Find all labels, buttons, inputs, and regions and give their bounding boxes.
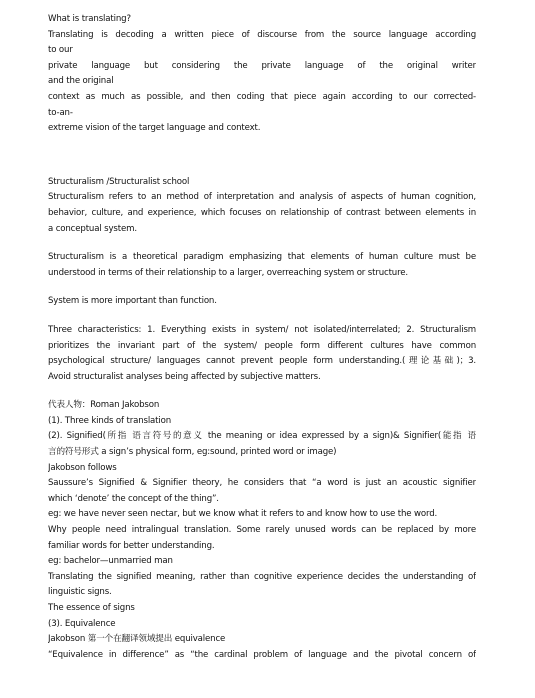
text-line: Avoid structuralist analyses being affected by subjective matters.: [48, 371, 321, 382]
text-line: Jakobson 第一个在翻译领域提出 equivalence: [48, 634, 226, 645]
text-line: System is more important than function.: [48, 296, 217, 307]
text-line: Why people need intralingual translation. Some rarely unused words can be replaced by more: [48, 525, 476, 536]
text-line: Translating the signified meaning, rather than cognitive experience decides the understanding of: [48, 571, 476, 582]
text-line: (1). Three kinds of translation: [48, 415, 172, 426]
text-line: Structuralism refers to an method of interpretation and analysis of aspects of human cognition,: [48, 192, 476, 203]
text-line: extreme vision of the target language and context.: [48, 123, 261, 134]
text-line: What is translating?: [48, 14, 131, 24]
text-line: “Equivalence in difference” as “the cardinal problem of language and the pivotal concern of: [48, 649, 476, 660]
paragraph-gap: [48, 385, 476, 398]
text-line: to our: [48, 45, 73, 56]
text-line: Saussure’s Signified & Signifier theory, he considers that “a word is just an acoustic signifier: [48, 478, 476, 489]
text-line: Structuralism is a theoretical paradigm emphasizing that elements of human culture must be: [48, 252, 476, 263]
text-line: 言的符号形式 a sign’s physical form, eg:sound, printed word or image): [48, 447, 337, 458]
text-line: 代表人物：Roman Jakobson: [48, 400, 160, 411]
text-line: which ‘denote’ the concept of the thing”.: [48, 493, 219, 504]
text-line: context as much as possible, and then coding that piece again according to our corrected-: [48, 91, 476, 102]
text-line: psychological structure/ languages cannot prevent people form understanding.(理论基础)；3.: [48, 356, 476, 367]
paragraph-gap: [48, 310, 476, 323]
text-line: eg: we have never seen nectar, but we know what it refers to and know how to use the word.: [48, 509, 438, 520]
paragraph-gap: [48, 137, 476, 162]
text-line: a conceptual system.: [48, 223, 137, 234]
text-line: The essence of signs: [48, 603, 135, 613]
document-page: [48, 12, 476, 663]
text-line: linguistic signs.: [48, 587, 112, 598]
text-line: private language but considering the private language of the original writer: [48, 60, 476, 71]
text-line: familiar words for better understanding.: [48, 540, 215, 551]
paragraph-gap: [48, 162, 476, 175]
paragraph-gap: [48, 281, 476, 294]
paragraph-gap: [48, 237, 476, 250]
text-line: eg: bachelor—unmarried man: [48, 556, 173, 567]
text-line: Structuralism /Structuralist school: [48, 176, 190, 187]
text-line: and the original: [48, 76, 114, 87]
text-line: Jakobson follows: [48, 462, 117, 473]
text-line: understood in terms of their relationship to a larger, overreaching system or structure.: [48, 267, 409, 278]
text-line: Translating is decoding a written piece of discourse from the source language according: [48, 29, 476, 40]
text-line: (3). Equivalence: [48, 618, 116, 629]
text-line: behavior, culture, and experience, which focuses on relationship of contrast between elements in: [48, 207, 476, 218]
text-line: (2). Signified(所指 语言符号的意义 the meaning or idea expressed by a sign)& Signifier(能指 语: [48, 431, 476, 442]
text-line: Three characteristics: 1. Everything exists in system/ not isolated/interrelated; 2. Structuralism: [48, 324, 476, 335]
text-line: to-an-: [48, 107, 73, 118]
text-line: prioritizes the invariant part of the system/ people form different cultures have common: [48, 340, 476, 351]
